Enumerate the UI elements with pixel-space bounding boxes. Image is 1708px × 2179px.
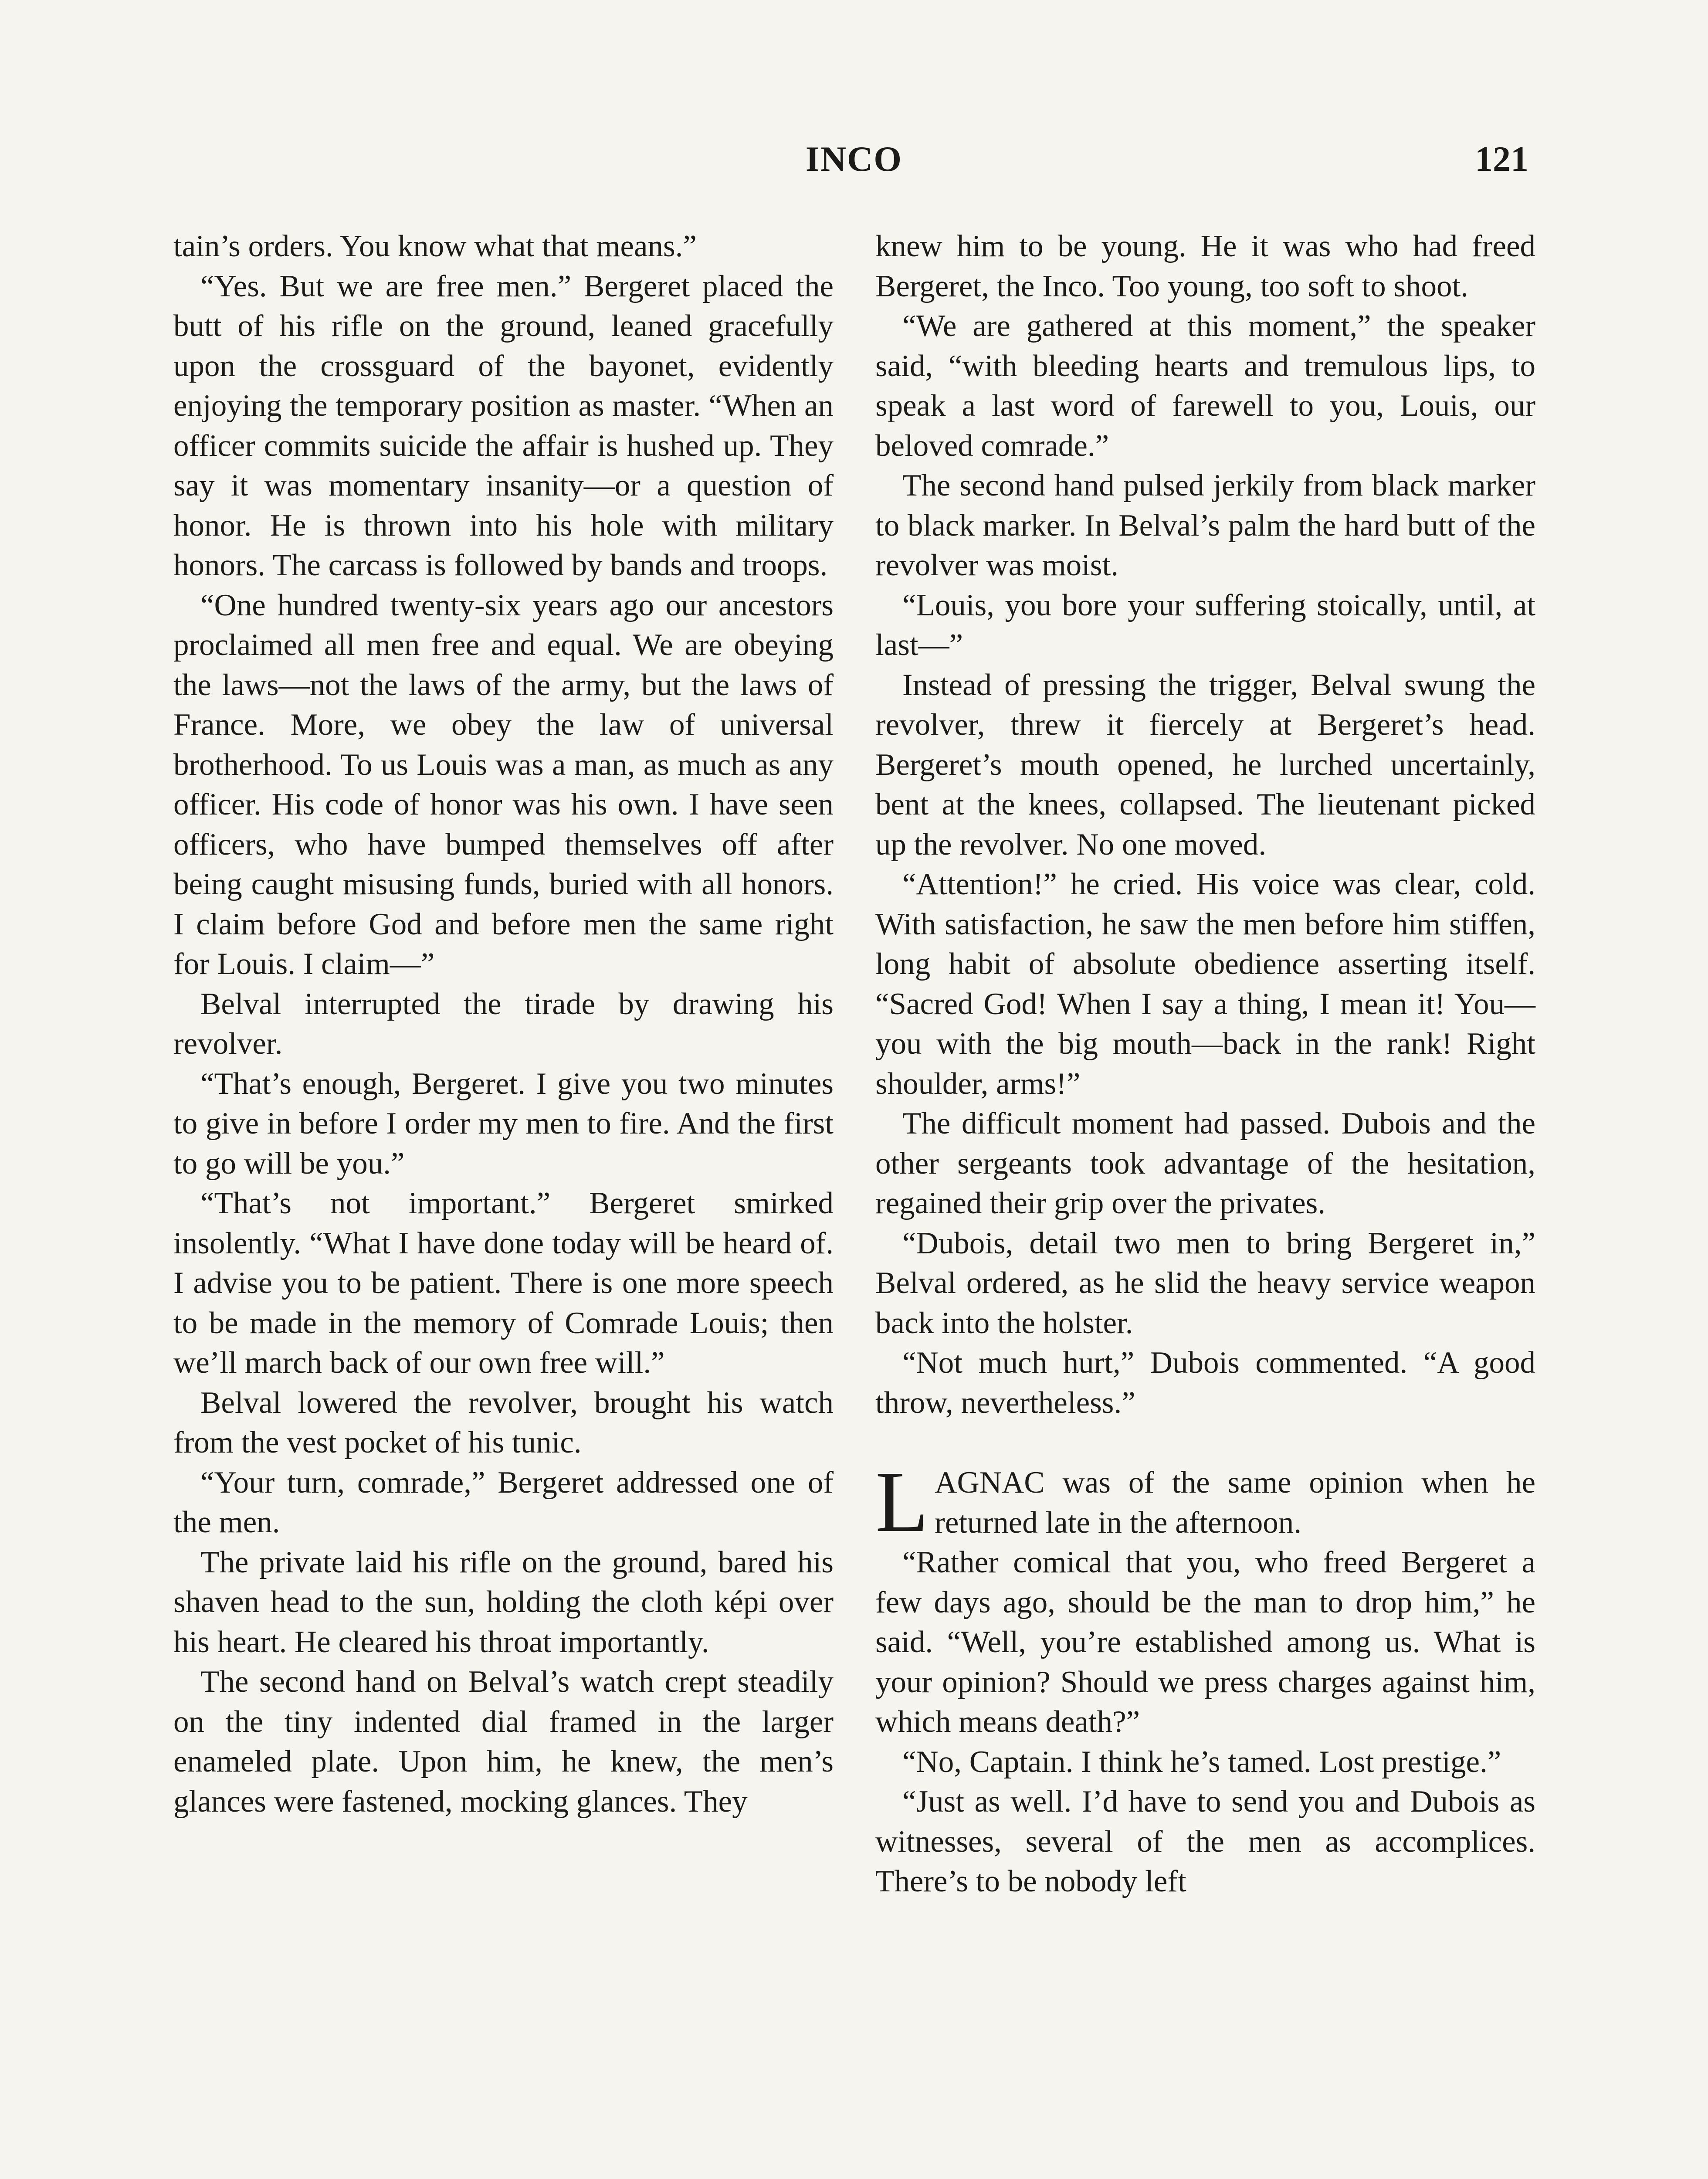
paragraph: “Rather comical that you, who freed Bergeret a few days ago, should be the man to drop him,” he said. “Well, you’re established among us. What is your opinion? Should we press charges against him, which means death?” bbox=[875, 1545, 1535, 1739]
paragraph: “Not much hurt,” Dubois commented. “A good throw, nevertheless.” bbox=[875, 1346, 1535, 1420]
section-break bbox=[875, 1423, 1535, 1463]
page-header-title: INCO bbox=[805, 139, 903, 179]
paragraph: “Louis, you bore your suffering stoically, until, at last—” bbox=[875, 588, 1535, 662]
paragraph: tain’s orders. You know what that means.” bbox=[173, 229, 697, 263]
paragraph-text: AGNAC was of the same opinion when he returned late in the afternoon. bbox=[935, 1466, 1535, 1540]
paragraph: “We are gathered at this moment,” the speaker said, “with bleeding hearts and tremulous lips, to speak a last word of farewell to you, Louis, our beloved comrade.” bbox=[875, 309, 1535, 463]
paragraph: Belval interrupted the tirade by drawing his revolver. bbox=[173, 987, 834, 1061]
right-column bbox=[875, 227, 1535, 1902]
paragraph: The private laid his rifle on the ground, bared his shaven head to the sun, holding the cloth képi over his heart. He cleared his throat importantly. bbox=[173, 1545, 834, 1659]
drop-cap-letter: L bbox=[875, 1454, 929, 1550]
paragraph: Belval lowered the revolver, brought his watch from the vest pocket of his tunic. bbox=[173, 1385, 834, 1459]
paragraph: The second hand pulsed jerkily from black marker to black marker. In Belval’s palm the hard butt of the revolver was moist. bbox=[875, 468, 1535, 582]
paragraph-drop-cap bbox=[875, 1454, 1535, 1550]
paragraph: “Dubois, detail two men to bring Bergeret in,” Belval ordered, as he slid the heavy service weapon back into the holster. bbox=[875, 1226, 1535, 1340]
paragraph: The second hand on Belval’s watch crept steadily on the tiny indented dial framed in the larger enameled plate. Upon him, he knew, the men’s glances were fastened, mocking glances. They bbox=[173, 1665, 834, 1819]
paragraph: “That’s enough, Bergeret. I give you two minutes to give in before I order my men to fire. And the first to go will be you.” bbox=[173, 1066, 834, 1181]
paragraph: “One hundred twenty-six years ago our ancestors proclaimed all men free and equal. We are obeying the laws—not the laws of the army, but the laws of France. More, we obey the law of universal brotherhood. To us Louis was a man, as much as any officer. His code of honor was his own. I have seen officers, who have bumped themselves off after being caught misusing funds, buried with all honors. I claim before God and before men the same right for Louis. I claim—” bbox=[173, 588, 834, 981]
paragraph: “Yes. But we are free men.” Bergeret placed the butt of his rifle on the ground, leaned gracefully upon the crossguard of the bayonet, evidently enjoying the temporary position as master. “When an officer commits suicide the affair is hushed up. They say it was momentary insanity—or a question of honor. He is thrown into his hole with military honors. The carcass is followed by bands and troops. bbox=[173, 269, 834, 582]
page-number: 121 bbox=[1475, 139, 1528, 179]
paragraph: knew him to be young. He it was who had freed Bergeret, the Inco. Too young, too soft to shoot. bbox=[875, 229, 1535, 303]
paragraph: Instead of pressing the trigger, Belval swung the revolver, threw it fiercely at Bergeret’s head. Bergeret’s mouth opened, he lurched uncertainly, bent at the knees, collapsed. The lieutenant picked up the revolver. No one moved. bbox=[875, 668, 1535, 862]
paragraph: “No, Captain. I think he’s tamed. Lost prestige.” bbox=[902, 1745, 1501, 1779]
paragraph: “Attention!” he cried. His voice was clear, cold. With satisfaction, he saw the men before him stiffen, long habit of absolute obedience asserting itself. “Sacred God! When I say a thing, I mean it! You—you with the big mouth—back in the rank! Right shoulder, arms!” bbox=[875, 867, 1535, 1101]
paragraph: “That’s not important.” Bergeret smirked insolently. “What I have done today will be heard of. I advise you to be patient. There is one more speech to be made in the memory of Comrade Louis; then we’ll march back of our own free will.” bbox=[173, 1186, 834, 1380]
paragraph: “Just as well. I’d have to send you and Dubois as witnesses, several of the men as accomplices. There’s to be nobody left bbox=[875, 1785, 1535, 1898]
paragraph: “Your turn, comrade,” Bergeret addressed one of the men. bbox=[173, 1465, 834, 1539]
paragraph: The difficult moment had passed. Dubois and the other sergeants took advantage of the hesitation, regained their grip over the privates. bbox=[875, 1106, 1535, 1220]
left-column bbox=[173, 227, 834, 1822]
